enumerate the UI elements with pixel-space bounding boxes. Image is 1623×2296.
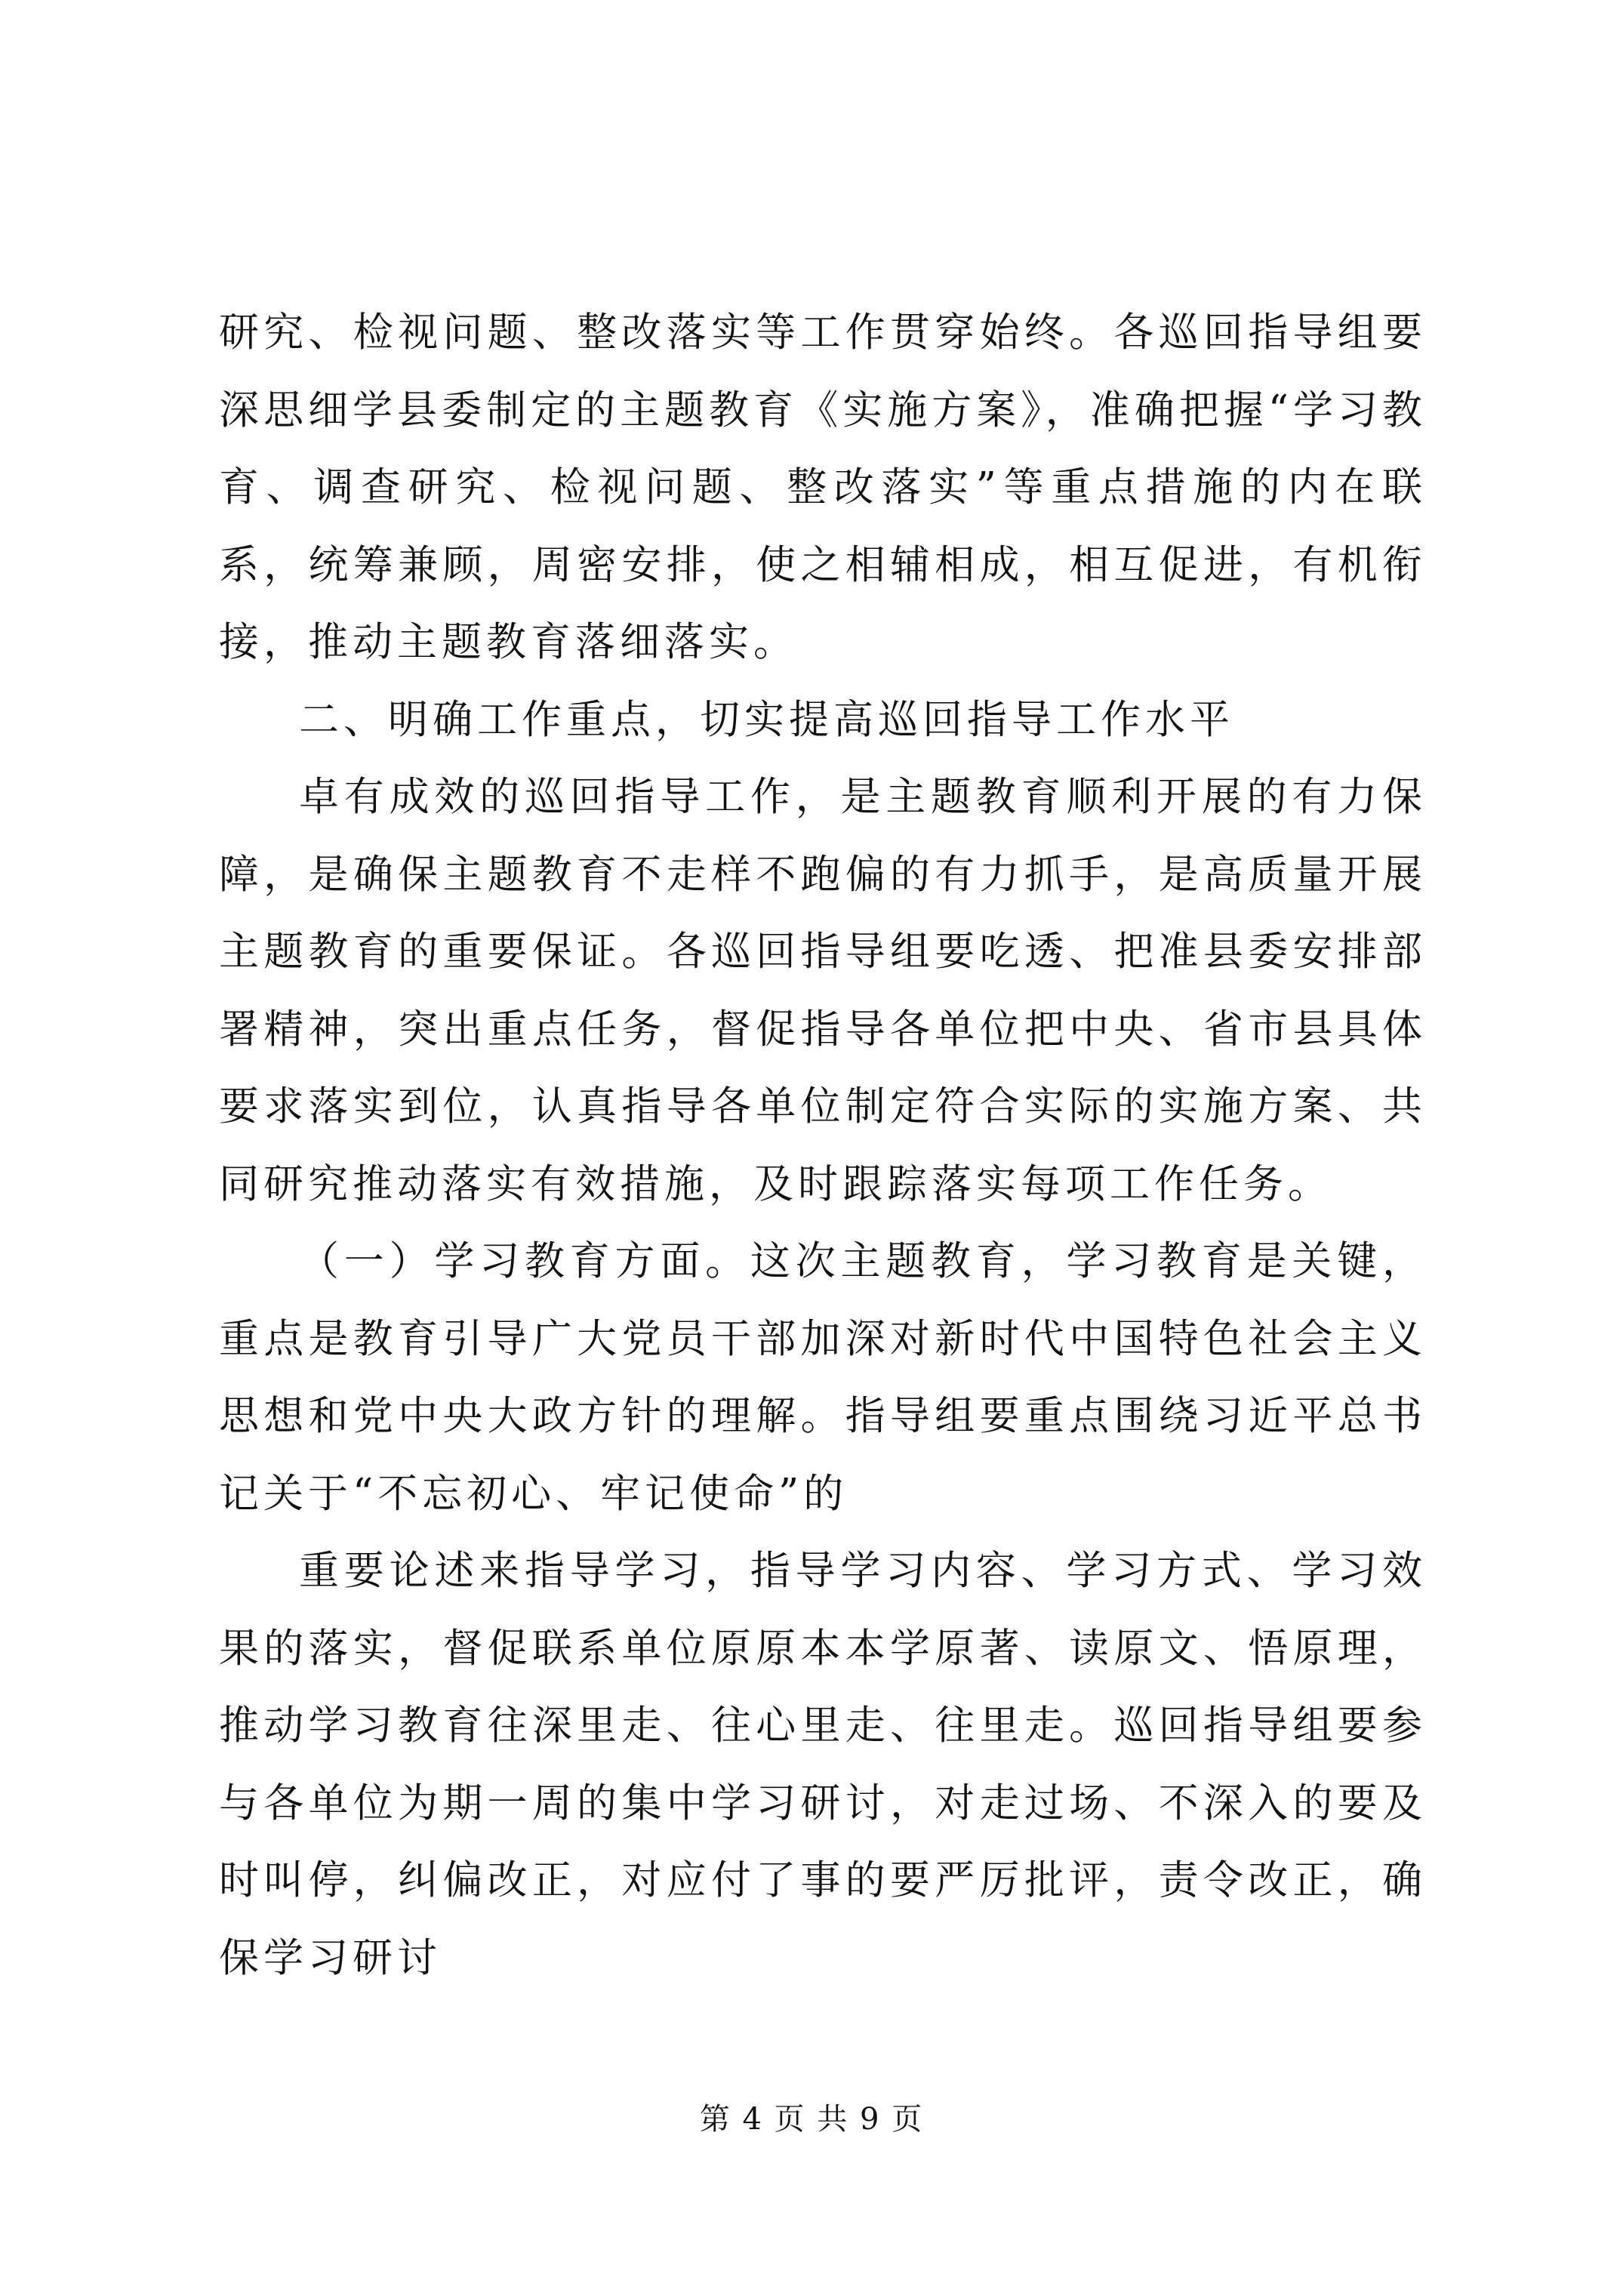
paragraph-5: 重要论述来指导学习，指导学习内容、学习方式、学习效果的落实，督促联系单位原原本本学原著、读原文、悟原理，推动学习教育往深里走、往心里走、往里走。巡回指导组要参与各单位为期一周的集中学习研讨，对走过场、不深入的要及时叫停，纠偏改正，对应付了事的要严厉批评，责令改正，确保学习研讨 bbox=[219, 1548, 1427, 1981]
document-body bbox=[219, 294, 1427, 1997]
page-number-footer: 第 4 页 共 9 页 bbox=[699, 2102, 924, 2137]
section-heading-2: 二、明确工作重点，切实提高巡回指导工作水平 bbox=[299, 696, 1234, 743]
paragraph-1: 研究、检视问题、整改落实等工作贯穿始终。各巡回指导组要深思细学县委制定的主题教育《实施方案》，准确把握“学习教育、调查研究、检视问题、整改落实”等重点措施的内在联系，统筹兼顾，周密安排，使之相辅相成，相互促进，有机衔接，推动主题教育落细落实。 bbox=[219, 310, 1427, 665]
paragraph-3: 卓有成效的巡回指导工作，是主题教育顺利开展的有力保障，是确保主题教育不走样不跑偏的有力抓手，是高质量开展主题教育的重要保证。各巡回指导组要吃透、把准县委安排部署精神，突出重点任务，督促指导各单位把中央、省市县具体要求落实到位，认真指导各单位制定符合实际的实施方案、共同研究推动落实有效措施，及时跟踪落实每项工作任务。 bbox=[219, 774, 1427, 1207]
paragraph-4: （一）学习教育方面。这次主题教育，学习教育是关键，重点是教育引导广大党员干部加深对新时代中国特色社会主义思想和党中央大政方针的理解。指导组要重点围绕习近平总书记关于“不忘初心、牢记使命”的 bbox=[219, 1238, 1427, 1517]
